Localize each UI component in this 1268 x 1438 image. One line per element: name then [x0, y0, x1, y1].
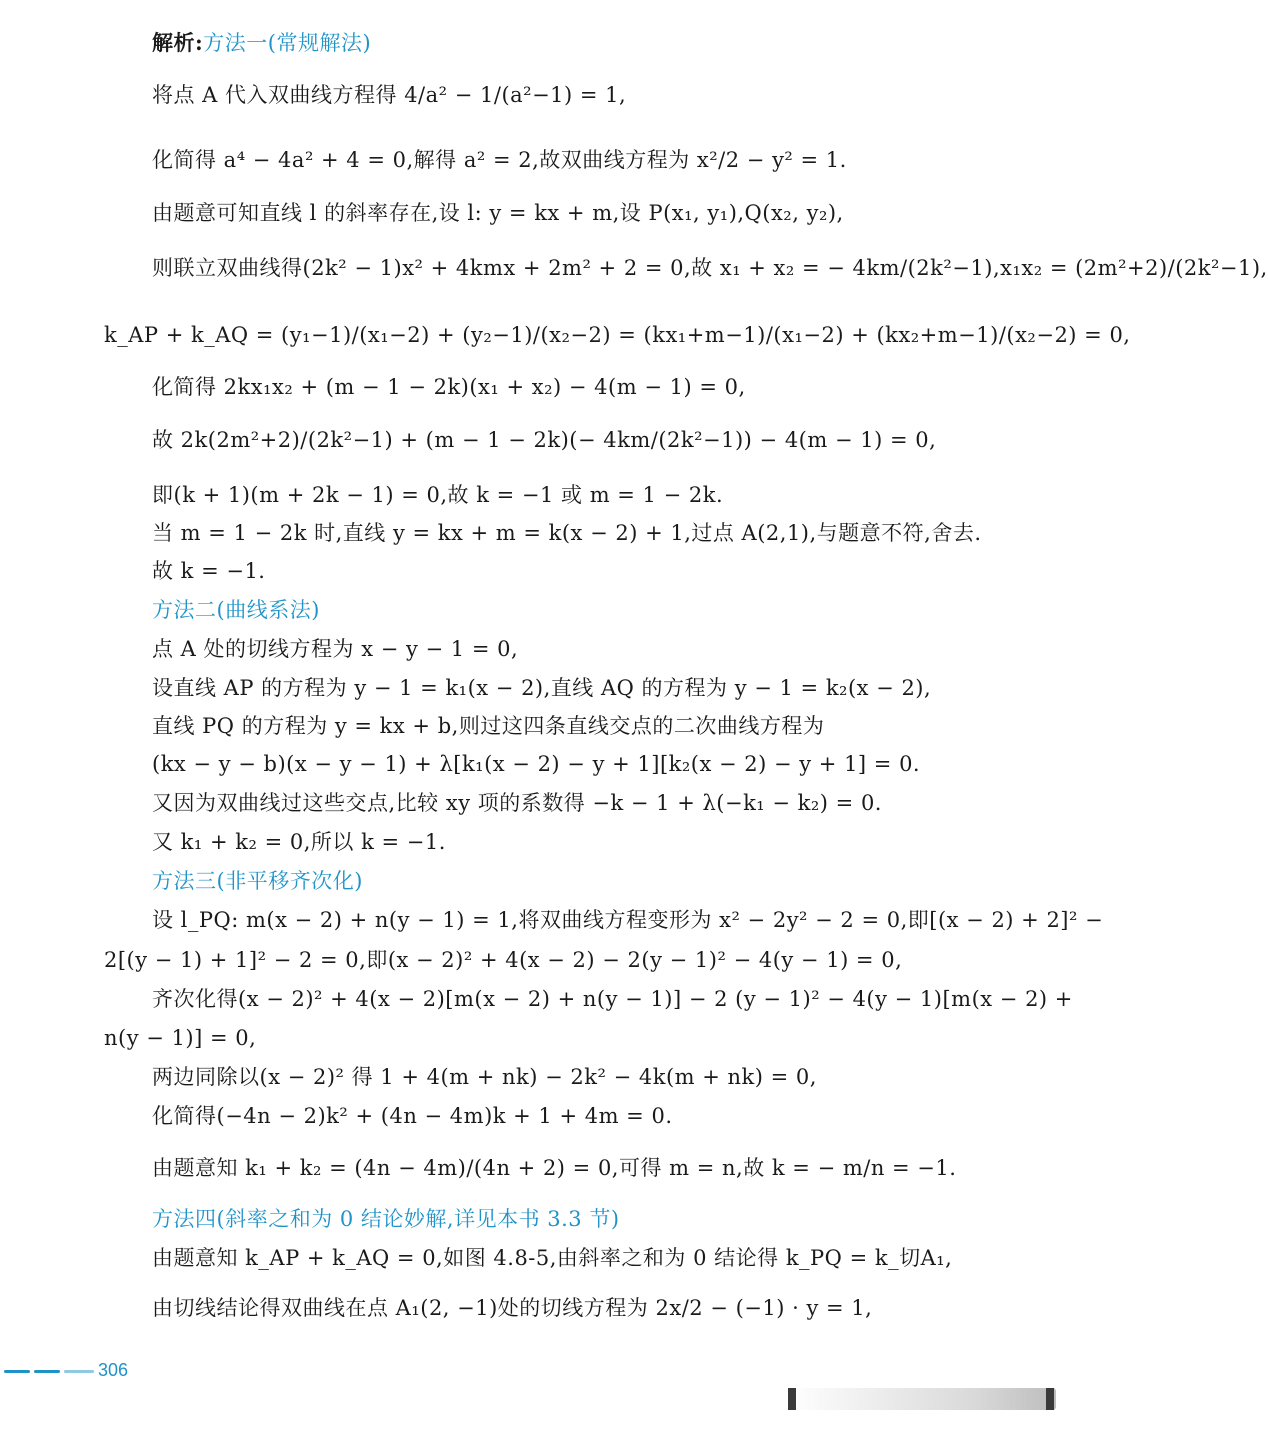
method-3-title: 方法三(非平移齐次化)	[152, 869, 363, 893]
text-line: 设直线 AP 的方程为 y − 1 = k₁(x − 2),直线 AQ 的方程为 y − 1 = k₂(x − 2),	[152, 676, 932, 700]
text-line: 故 2k(2m²+2)/(2k²−1) + (m − 1 − 2k)(− 4km/(2k²−1)) − 4(m − 1) = 0,	[152, 428, 937, 452]
text-line: 又 k₁ + k₂ = 0,所以 k = −1.	[152, 830, 446, 854]
image-viewer-scrollbar[interactable]	[786, 1388, 1056, 1410]
text-line: 点 A 处的切线方程为 x − y − 1 = 0,	[152, 637, 519, 661]
text-line: 由切线结论得双曲线在点 A₁(2, −1)处的切线方程为 2x/2 − (−1) · y = 1,	[152, 1296, 873, 1320]
line-analysis-heading	[152, 28, 371, 58]
text-line: 故 k = −1.	[152, 559, 266, 583]
method-1-title: 方法一(常规解法)	[203, 31, 372, 55]
footer-decoration	[4, 1370, 30, 1373]
text-line: 化简得 2kx₁x₂ + (m − 1 − 2k)(x₁ + x₂) − 4(m − 1) = 0,	[152, 375, 746, 399]
page-number: 306	[98, 1360, 129, 1380]
scroll-handle-left[interactable]	[788, 1388, 796, 1410]
text-line: 2[(y − 1) + 1]² − 2 = 0,即(x − 2)² + 4(x − 2) − 2(y − 1)² − 4(y − 1) = 0,	[104, 948, 903, 972]
text-line: 设 l_PQ: m(x − 2) + n(y − 1) = 1,将双曲线方程变形为 x² − 2y² − 2 = 0,即[(x − 2) + 2]² −	[152, 908, 1104, 932]
text-line: 又因为双曲线过这些交点,比较 xy 项的系数得 −k − 1 + λ(−k₁ − k₂) = 0.	[152, 791, 882, 815]
footer-decoration	[64, 1370, 94, 1373]
text-line: 由题意可知直线 l 的斜率存在,设 l: y = kx + m,设 P(x₁, y₁),Q(x₂, y₂),	[152, 201, 844, 225]
text-line: 则联立双曲线得(2k² − 1)x² + 4kmx + 2m² + 2 = 0,故 x₁ + x₂ = − 4km/(2k²−1),x₁x₂ = (2m²+2)/(2k²−1),	[152, 256, 1268, 280]
text-line: 齐次化得(x − 2)² + 4(x − 2)[m(x − 2) + n(y − 1)] − 2 (y − 1)² − 4(y − 1)[m(x − 2) +	[152, 987, 1073, 1011]
text-line: 当 m = 1 − 2k 时,直线 y = kx + m = k(x − 2) + 1,过点 A(2,1),与题意不符,舍去.	[152, 521, 982, 545]
text-line: 即(k + 1)(m + 2k − 1) = 0,故 k = −1 或 m = 1 − 2k.	[152, 483, 724, 507]
analysis-label: 解析:	[152, 30, 204, 55]
text-line: 直线 PQ 的方程为 y = kx + b,则过这四条直线交点的二次曲线方程为	[152, 714, 825, 738]
text-line: 由题意知 k₁ + k₂ = (4n − 4m)/(4n + 2) = 0,可得 m = n,故 k = − m/n = −1.	[152, 1156, 957, 1180]
method-4-title: 方法四(斜率之和为 0 结论妙解,详见本书 3.3 节)	[152, 1207, 620, 1231]
text-line: n(y − 1)] = 0,	[104, 1026, 257, 1050]
text-line: 两边同除以(x − 2)² 得 1 + 4(m + nk) − 2k² − 4k(m + nk) = 0,	[152, 1065, 817, 1089]
text-line: 化简得(−4n − 2)k² + (4n − 4m)k + 1 + 4m = 0.	[152, 1104, 673, 1128]
footer-decoration	[34, 1370, 60, 1373]
text-line: 将点 A 代入双曲线方程得 4/a² − 1/(a²−1) = 1,	[152, 83, 627, 107]
text-line: (kx − y − b)(x − y − 1) + λ[k₁(x − 2) − y + 1][k₂(x − 2) − y + 1] = 0.	[152, 752, 921, 776]
text-line: 化简得 a⁴ − 4a² + 4 = 0,解得 a² = 2,故双曲线方程为 x²/2 − y² = 1.	[152, 148, 847, 172]
text-line: k_AP + k_AQ = (y₁−1)/(x₁−2) + (y₂−1)/(x₂−2) = (kx₁+m−1)/(x₁−2) + (kx₂+m−1)/(x₂−2) = 0,	[104, 323, 1131, 347]
scroll-handle-right[interactable]	[1046, 1388, 1054, 1410]
method-2-title: 方法二(曲线系法)	[152, 598, 320, 622]
text-line: 由题意知 k_AP + k_AQ = 0,如图 4.8-5,由斜率之和为 0 结论得 k_PQ = k_切A₁,	[152, 1246, 953, 1270]
